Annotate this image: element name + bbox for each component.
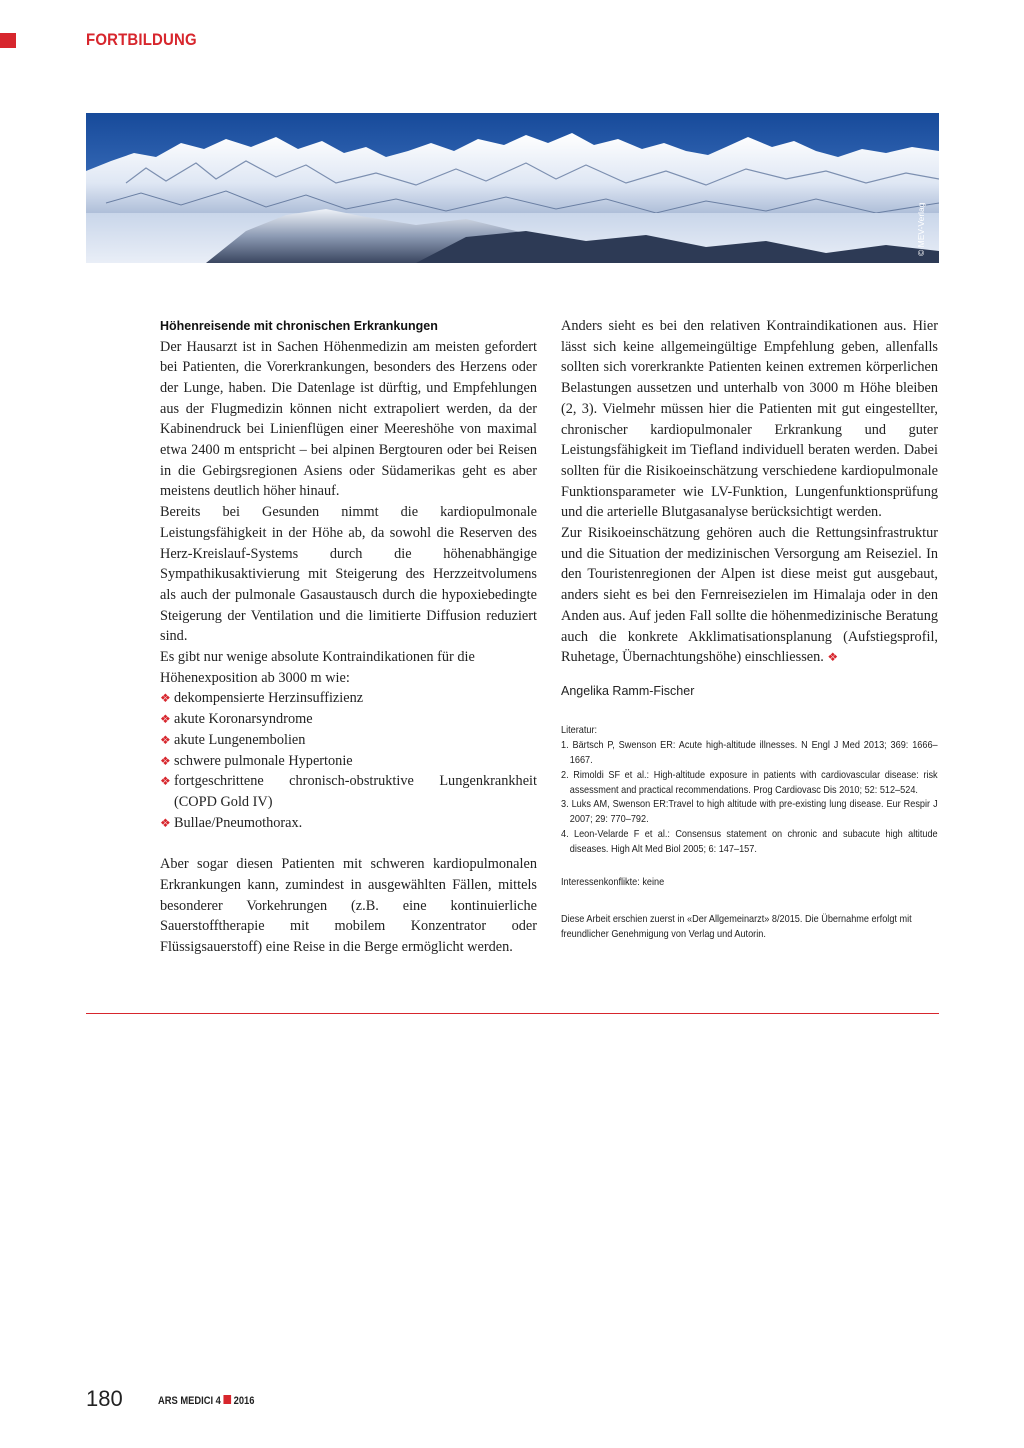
list-item: ❖ schwere pulmonale Hypertonie [160, 751, 537, 772]
paragraph: Der Hausarzt ist in Sachen Höhenmedizin am meisten gefordert bei Patienten, die Vorerkrankungen, besonders des Herzens oder der Lunge, haben. Die Datenlage ist dürftig, und Empfehlungen aus der Flugmedizin können nicht extrapoliert werden, da der Kabinendruck bei Linienflügen einer Meereshöhe von maximal etwa 2400 m entspricht – bei alpinen Bergtouren oder bei Reisen in die Gebirgsregionen Asiens oder Südamerikas geht es aber meistens deutlich höher hinauf. [160, 338, 537, 500]
mountain-panorama-image [86, 113, 939, 263]
paragraph: Aber sogar diesen Patienten mit schweren kardiopulmonalen Erkrankungen kann, zumindest in ausgewählten Fällen, mittels besonderer Vorkehrungen (z.B. eine kontinuierliche Sauerstofftherapie mit mobilem Konzentrator oder Flüssigsauerstoff) eine Reise in die Berge ermöglicht werden. [160, 856, 537, 956]
section-title: FORTBILDUNG [86, 30, 197, 49]
reference-list [561, 739, 938, 858]
page-number: 180 [86, 1386, 123, 1411]
author-name: Angelika Ramm-Fischer [561, 683, 695, 698]
bullet-diamond-icon: ❖ [160, 732, 171, 747]
literature-label: Literatur: [561, 724, 598, 736]
contraindication-list [160, 688, 537, 833]
paragraph: Bereits bei Gesunden nimmt die kardiopulmonale Leistungsfähigkeit in der Höhe ab, da sowohl die Reserven des Herz-Kreislauf-Systems durch die höhenabhängige Sympathikusaktivierung mit Steigerung des Herzzeitvolumens als auch der pulmonale Gasaustausch durch die hypoxiebedingte Steigerung der Ventilation und die limitierte Diffusion reduziert sind. [160, 504, 537, 645]
bullet-diamond-icon: ❖ [160, 712, 171, 727]
list-item: ❖ akute Koronarsyndrome [160, 709, 537, 730]
reference-item: 3. Luks AM, Swenson ER:Travel to high altitude with pre-existing lung disease. Eur Respir J 2007; 29: 770–792. [561, 799, 938, 826]
list-item: ❖ dekompensierte Herzinsuffizienz [160, 688, 537, 709]
journal-name: ARS MEDICI 4 [158, 1395, 221, 1407]
paragraph-end: Zur Risikoeinschätzung gehören auch die Rettungsinfrastruktur und die Situation der medizinischen Versorgung am Reiseziel. In den Touristenregionen der Alpen ist diese meist gut ausgebaut, anders sieht es bei den Fernreisezielen im Himalaja oder in den Anden aus. Auf jeden Fall sollte die höhenmedizinische Beratung auch die konkrete Akklimatisationsplanung (Aufstiegsprofil, Ruhetage, Übernachtungshöhe) einschliessen. ❖ [561, 525, 938, 666]
list-item: ❖ Bullae/Pneumothorax. [160, 813, 537, 834]
paragraph: Anders sieht es bei den relativen Kontraindikationen aus. Hier lässt sich keine allgemeingültige Empfehlung geben, allenfalls sollten sich vorerkrankte Patienten keinen extremen körperlichen Belastungen aussetzen und unterhalb von 3000 m Höhe bleiben (2, 3). Vielmehr müssen hier die Patienten mit gut eingestellter, chronischer kardiopulmonaler Erkrankung und guter Leistungsfähigkeit im Tiefland individuell beraten werden. Dabei sollten für die Risikoeinschätzung verschiedene kardiopulmonale Funktionsparameter wie LV-Funktion, Lungenfunktionsprüfung und die arterielle Blutgasanalyse berücksichtigt werden. [561, 318, 938, 521]
image-credit: © MEV-Verlag [916, 202, 926, 256]
list-item: ❖ akute Lungenembolien [160, 730, 537, 751]
reference-item: 2. Rimoldi SF et al.: High-altitude exposure in patients with cardiovascular disease: risk assessment and practical recommendations. Prog Cardiovasc Dis 2010; 52: 512–524. [561, 769, 938, 796]
article-subheading: Höhenreisende mit chronischen Erkrankungen [160, 319, 438, 333]
conflict-of-interest: Interessenkonflikte: keine [561, 877, 665, 889]
reference-item: 4. Leon-Velarde F et al.: Consensus statement on chronic and subacute high altitude diseases. High Alt Med Biol 2005; 6: 147–157. [561, 829, 938, 856]
bullet-diamond-icon: ❖ [160, 691, 171, 706]
first-publication-note: Diese Arbeit erschien zuerst in «Der Allgemeinarzt» 8/2015. Die Übernahme erfolgt mit freundlicher Genehmigung von Verlag und Autorin. [561, 914, 912, 940]
journal-info [158, 1395, 254, 1407]
bullet-diamond-icon: ❖ [160, 753, 171, 768]
journal-year: 2016 [233, 1395, 255, 1407]
right-column [561, 316, 938, 943]
section-marker [0, 33, 16, 48]
paragraph: Es gibt nur wenige absolute Kontraindikationen für die Höhenexposition ab 3000 m wie: [160, 649, 475, 686]
bullet-diamond-icon: ❖ [160, 774, 171, 789]
end-mark-icon: ❖ [827, 650, 839, 665]
bullet-diamond-icon: ❖ [160, 815, 171, 830]
reference-item: 1. Bärtsch P, Swenson ER: Acute high-altitude illnesses. N Engl J Med 2013; 369: 1666–1667. [561, 739, 938, 766]
list-item: ❖ fortgeschrittene chronisch-obstruktive Lungenkrankheit (COPD Gold IV) [160, 773, 537, 810]
divider-rule [86, 1013, 939, 1014]
footer-square-marker [223, 1395, 231, 1404]
left-column [160, 316, 537, 958]
